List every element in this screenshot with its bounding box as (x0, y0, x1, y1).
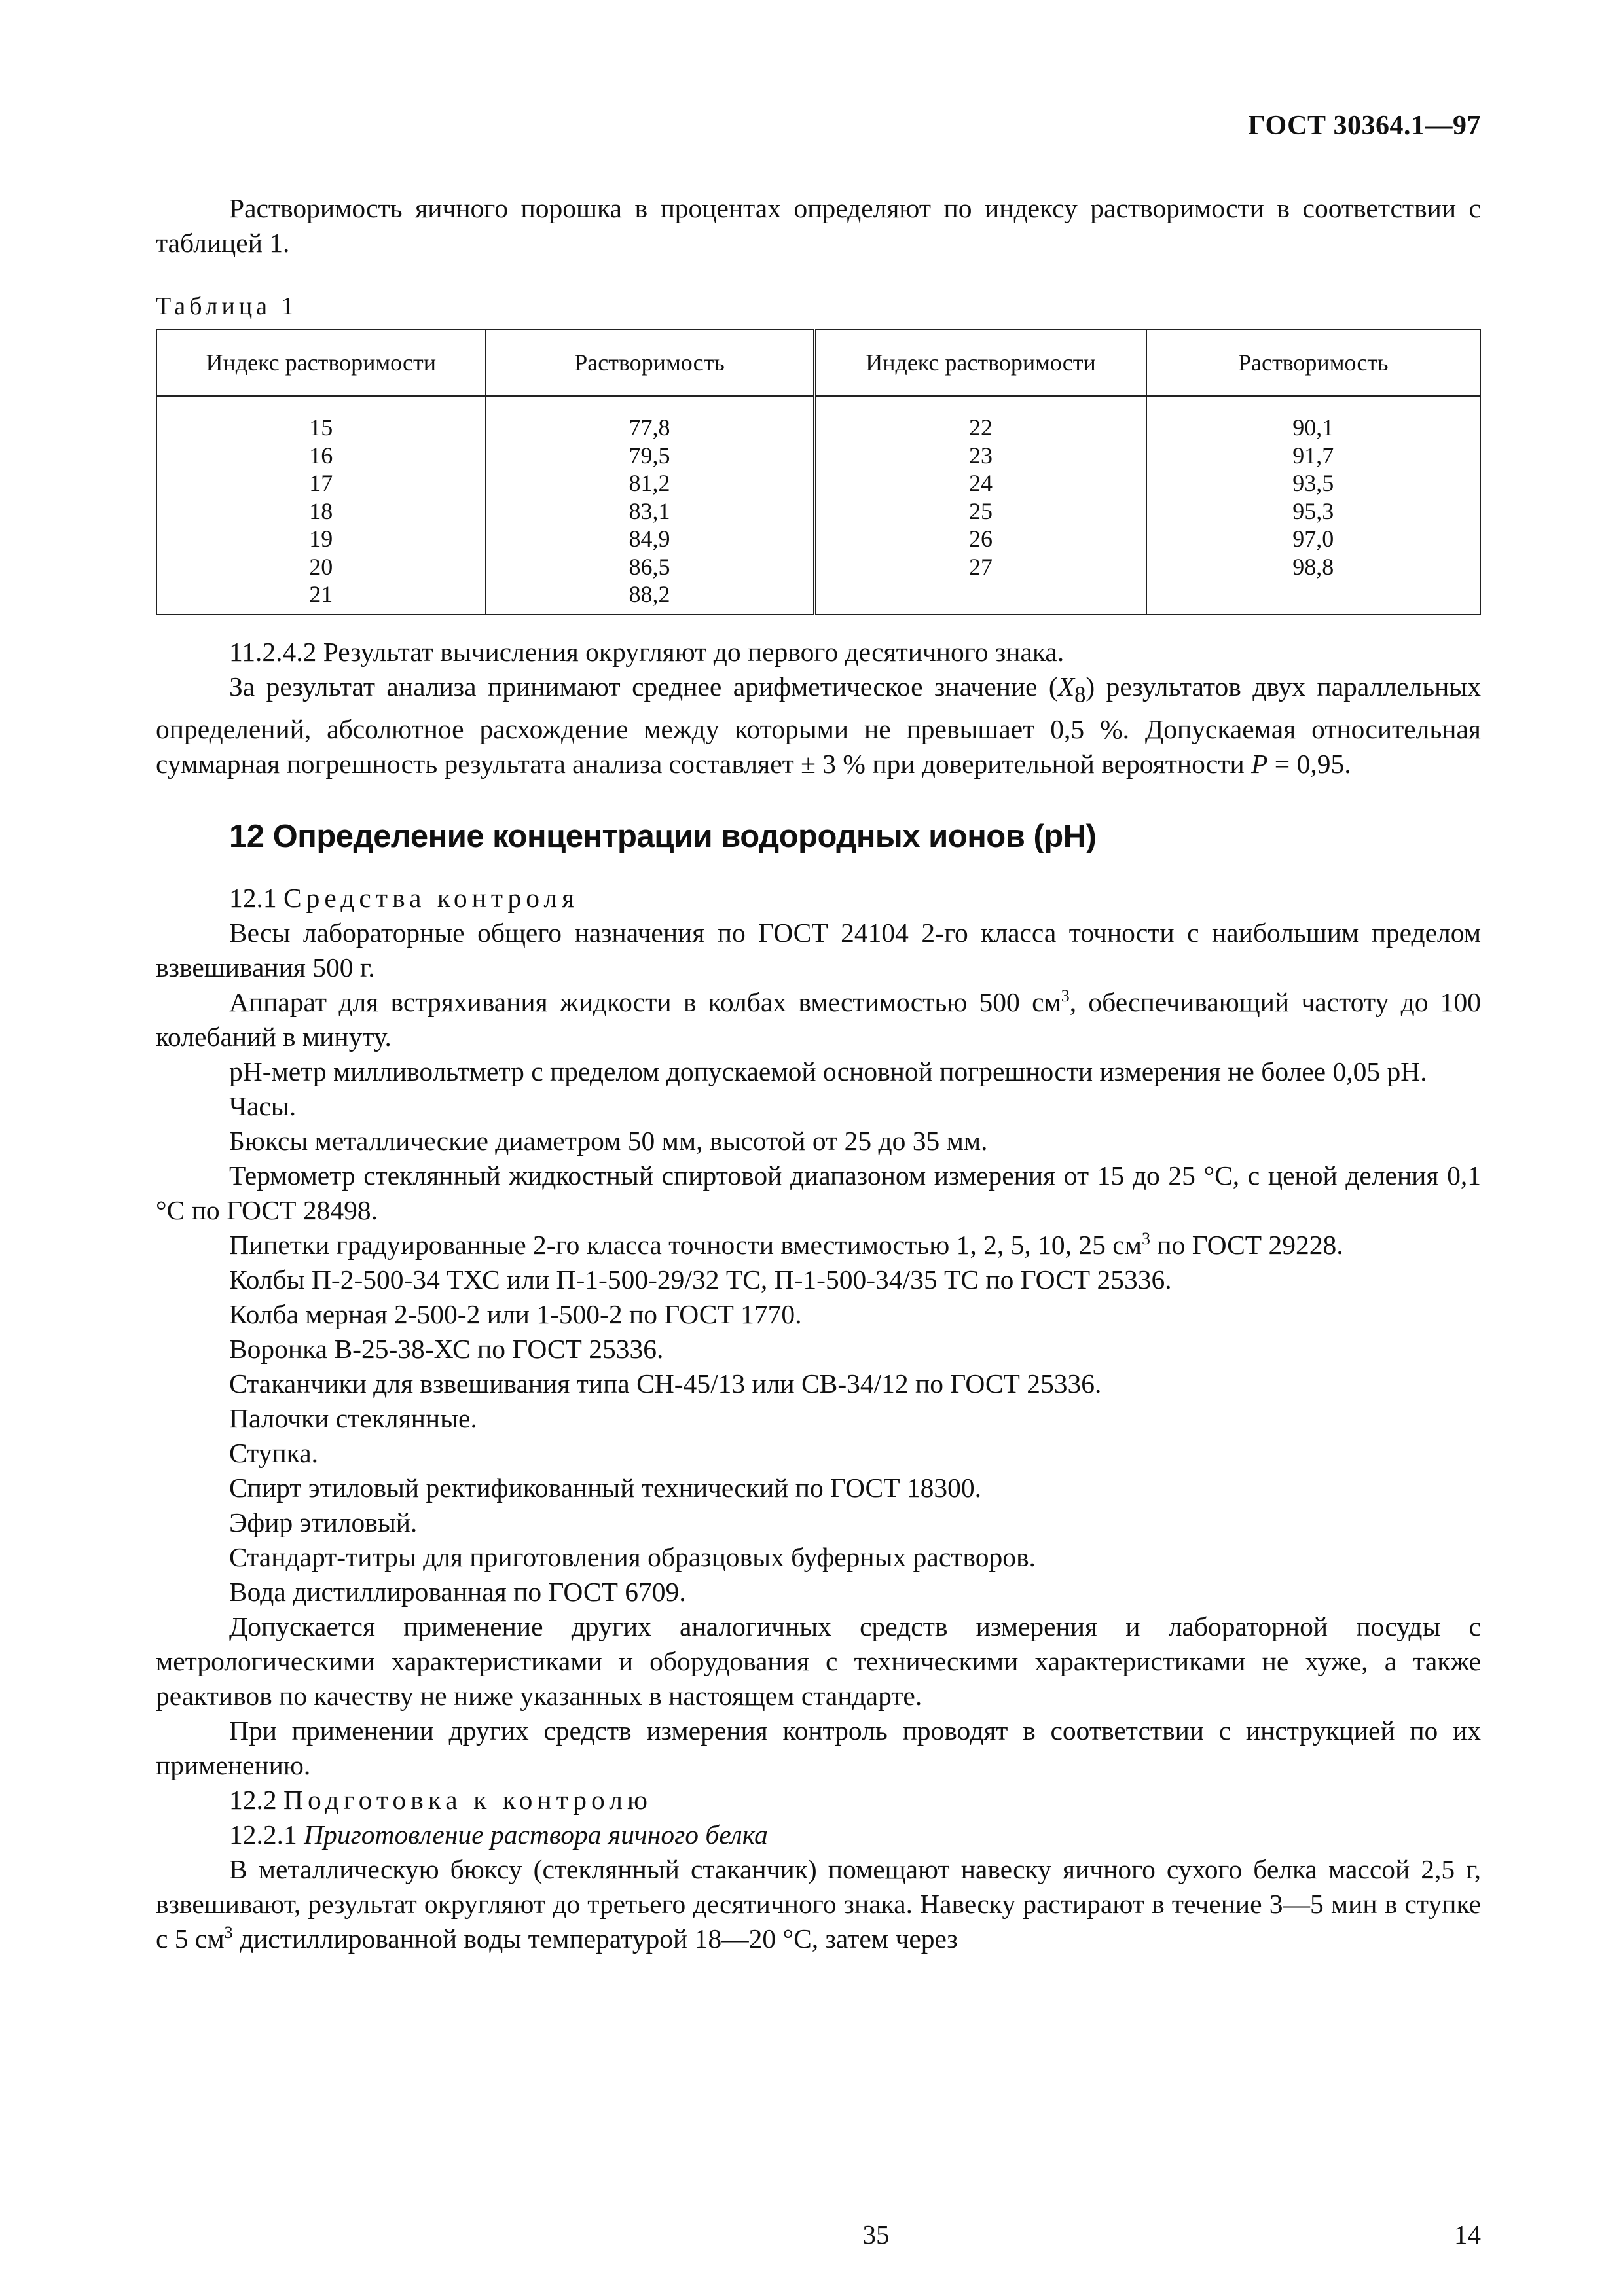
page-number: 35 (862, 2219, 890, 2250)
header-cell: Индекс растворимости (814, 329, 1146, 396)
table-cell: 19 (309, 526, 333, 552)
table-cell: 90,1 (1292, 414, 1334, 440)
standard-code: ГОСТ 30364.1—97 (1248, 111, 1481, 141)
table-cell: 86,5 (629, 553, 670, 580)
table-caption: Таблица 1 (156, 293, 298, 320)
list-item: Палочки стеклянные. (229, 1403, 477, 1434)
column-index-2 (814, 396, 1146, 615)
list-item: Колбы П-2-500-34 ТХС или П-1-500-29/32 ТС, П-1-500-34/35 ТС по ГОСТ 25336. (229, 1265, 1172, 1295)
subsection-title: Подготовка к контролю (283, 1785, 652, 1816)
table-cell: 27 (969, 553, 993, 580)
column-solubility-2 (1146, 396, 1481, 615)
list-item: pH-метр милливольтметр с пределом допускаемой основной погрешности измерения не более 0,05 pH. (229, 1056, 1427, 1087)
table-cell: 16 (309, 442, 333, 469)
sheet-number: 14 (1454, 2219, 1481, 2250)
clause-11-2-4-2: 11.2.4.2 Результат вычисления округляют до первого десятичного знака. (229, 637, 1065, 667)
column-solubility-1 (486, 396, 815, 615)
header-cell: Растворимость (486, 329, 815, 396)
solubility-table (156, 329, 1481, 615)
subsection-number: 12.1 (229, 883, 277, 914)
variable-x: X (1057, 672, 1075, 702)
body-block (156, 635, 1481, 1956)
list-item: Стаканчики для взвешивания типа СН-45/13 или СВ-34/12 по ГОСТ 25336. (229, 1369, 1102, 1399)
table-cell: 77,8 (629, 414, 670, 440)
list-item: Колба мерная 2-500-2 или 1-500-2 по ГОСТ 1770. (229, 1299, 802, 1330)
list-item (156, 985, 1481, 1054)
table-cell: 91,7 (1292, 442, 1334, 469)
table-cell: 26 (969, 526, 993, 552)
text-span: В металлическую бюксу (стеклянный стаканчик) помещают навеску яичного сухого белка массой 2,5 г, взвешивают, результат округляют до третьего десятичного знака. Навеску растирают в течение 3—5 мин в ступке с 5 см (156, 1854, 1481, 1954)
intro-block (156, 191, 1481, 260)
list-item: Эфир этиловый. (229, 1507, 418, 1538)
table-cell: 20 (309, 553, 333, 580)
list-item: Термометр стеклянный жидкостный спиртовой диапазоном измерения от 15 до 25 °С, с ценой деления 0,1 °С по ГОСТ 28498. (156, 1160, 1481, 1226)
list-item: При применении других средств измерения контроль проводят в соответствии с инструкцией по их применению. (156, 1715, 1481, 1781)
table-cell: 25 (969, 497, 993, 524)
list-item: Весы лабораторные общего назначения по ГОСТ 24104 2-го класса точности с наибольшим пределом взвешивания 500 г. (156, 918, 1481, 983)
subsection-12-1 (156, 881, 1481, 916)
table-cell: 83,1 (629, 497, 670, 524)
section-heading: 12 Определение концентрации водородных ионов (pH) (229, 819, 1097, 855)
list-item: Допускается применение других аналогичных средств измерения и лабораторной посуды с метрологическими характеристиками и оборудования с техническими характеристиками не хуже, а также реактивов по качеству не ниже указанных в настоящем стандарте. (156, 1611, 1481, 1712)
result-paragraph (156, 670, 1481, 781)
table-cell: 22 (969, 414, 993, 440)
list-item: Ступка. (229, 1438, 319, 1469)
text-span: За результат анализа принимают среднее арифметическое значение ( (229, 672, 1058, 702)
subscript: 8 (1074, 682, 1086, 708)
text-span: по ГОСТ 29228. (1150, 1230, 1343, 1261)
table-cell: 24 (969, 470, 993, 496)
table-cell: 23 (969, 442, 993, 469)
text-span: Аппарат для встряхивания жидкости в колбах вместимостью 500 см (229, 987, 1061, 1018)
table-cell: 18 (309, 497, 333, 524)
column-index-1 (156, 396, 486, 615)
text-span: ) результатов двух параллельных определений, абсолютное расхождение между которыми не превышает 0,5 %. Допускаемая относительная суммарная погрешность результата анализа составляет ± 3 % при доверительной вероятности (156, 672, 1481, 780)
table-header-row (156, 329, 1480, 396)
intro-paragraph: Растворимость яичного порошка в процентах определяют по индексу растворимости в соответствии с таблицей 1. (156, 193, 1481, 258)
subsection-12-2-1 (156, 1818, 1481, 1852)
subsection-title: Средства контроля (283, 883, 579, 914)
table-cell: 84,9 (629, 526, 670, 552)
table-cell: 98,8 (1292, 553, 1334, 580)
table-cell: 95,3 (1292, 497, 1334, 524)
variable-p: P (1251, 749, 1268, 780)
superscript: 3 (1141, 1229, 1150, 1249)
text-span: , обеспечивающий частоту до 100 колебаний в минуту. (156, 987, 1481, 1052)
header-cell: Индекс растворимости (156, 329, 486, 396)
table-cell: 97,0 (1292, 526, 1334, 552)
table-row (156, 396, 1480, 615)
table-cell: 21 (309, 581, 333, 607)
list-item: Бюксы металлические диаметром 50 мм, высотой от 25 до 35 мм. (229, 1126, 988, 1157)
superscript: 3 (224, 1923, 233, 1943)
list-item: Часы. (229, 1091, 297, 1122)
table-cell: 17 (309, 470, 333, 496)
superscript: 3 (1061, 986, 1070, 1006)
table-cell: 88,2 (629, 581, 670, 607)
list-item: Воронка В-25-38-ХС по ГОСТ 25336. (229, 1334, 664, 1365)
text-span: = 0,95. (1267, 749, 1351, 780)
subsection-title: Приготовление раствора яичного белка (304, 1820, 768, 1850)
table-cell: 79,5 (629, 442, 670, 469)
subsection-number: 12.2 (229, 1785, 277, 1816)
header-cell: Растворимость (1146, 329, 1481, 396)
table-cell: 81,2 (629, 470, 670, 496)
text-span: Пипетки градуированные 2-го класса точности вместимостью 1, 2, 5, 10, 25 см (229, 1230, 1142, 1261)
text-span: дистиллированной воды температурой 18—20 °С, затем через (232, 1924, 958, 1954)
list-item: Вода дистиллированная по ГОСТ 6709. (229, 1577, 686, 1607)
list-item: Стандарт-титры для приготовления образцовых буферных растворов. (229, 1542, 1036, 1573)
subsection-12-2 (156, 1783, 1481, 1818)
list-item (156, 1228, 1481, 1263)
list-item: Спирт этиловый ректификованный технический по ГОСТ 18300. (229, 1473, 982, 1503)
table-cell: 93,5 (1292, 470, 1334, 496)
subsection-number: 12.2.1 (229, 1820, 297, 1850)
procedure-paragraph (156, 1852, 1481, 1956)
table-cell: 15 (309, 414, 333, 440)
